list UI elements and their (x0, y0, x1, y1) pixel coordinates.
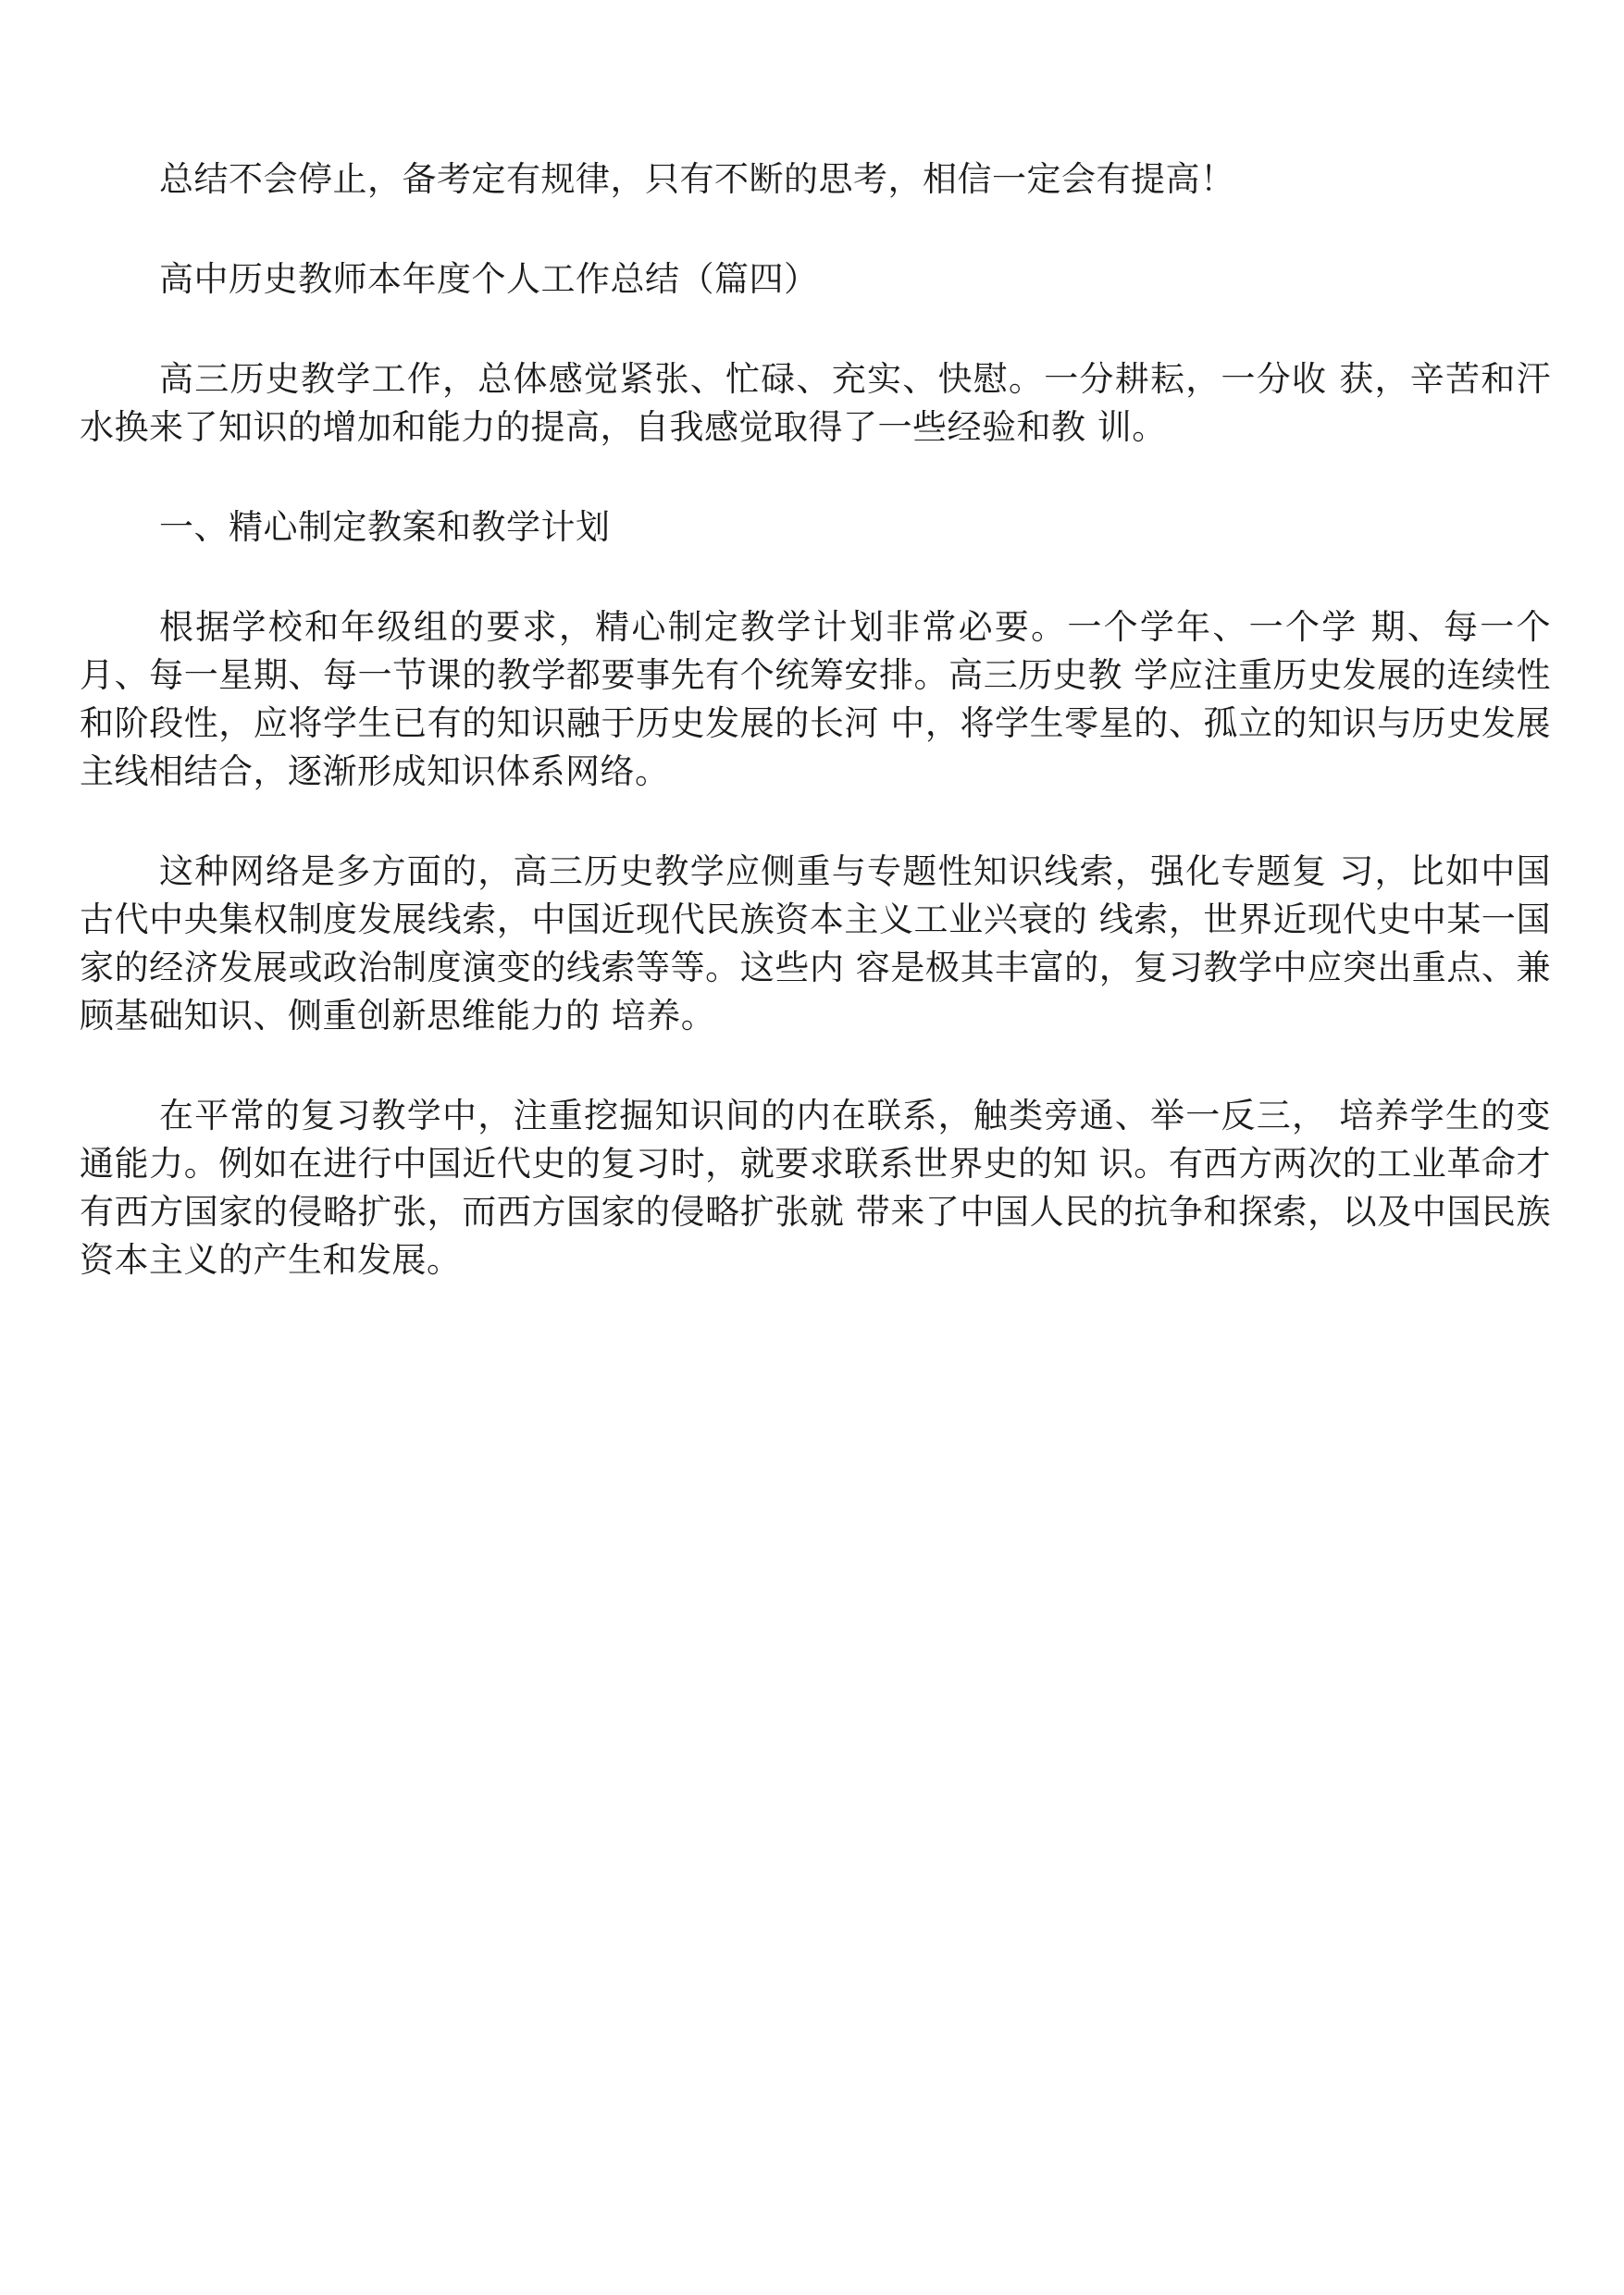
document-body (80, 155, 1551, 1284)
subheading-teaching-plan: 一、精心制定教案和教学计划 (159, 507, 611, 547)
paragraph-closing-remark: 总结不会停止，备考定有规律，只有不断的思考，相信一定会有提高！ (159, 159, 1235, 199)
paragraph-review-teaching: 在平常的复习教学中，注重挖掘知识间的内在联系，触类旁通、举一反三， 培养学生的变通能力。例如在进行中国近代史的复习时，就要求联系世界史的知 识。有西方两次的工业革命才有西方国家的侵略扩张，而西方国家的侵略扩张就 带来了中国人民的抗争和探索，以及中国民族资本主义的产生和发展。 (80, 1096, 1551, 1280)
paragraph-intro: 高三历史教学工作，总体感觉紧张、忙碌、充实、快慰。一分耕耘，一分收 获，辛苦和汗水换来了知识的增加和能力的提高，自我感觉取得了一些经验和教 训。 (80, 359, 1551, 447)
paragraph-network: 这种网络是多方面的，高三历史教学应侧重与专题性知识线索，强化专题复 习，比如中国古代中央集权制度发展线索，中国近现代民族资本主义工业兴衰的 线索，世界近现代史中某一国家的经济发展或政治制度演变的线索等等。这些内 容是极其丰富的，复习教学中应突出重点、兼顾基础知识、侧重创新思维能力的 培养。 (80, 851, 1551, 1036)
paragraph-plan-detail: 根据学校和年级组的要求，精心制定教学计划非常必要。一个学年、一个学 期、每一个月、每一星期、每一节课的教学都要事先有个统筹安排。高三历史教 学应注重历史发展的连续性和阶段性，应将学生已有的知识融于历史发展的长河 中，将学生零星的、孤立的知识与历史发展主线相结合，逐渐形成知识体系网络。 (80, 607, 1551, 791)
section-title: 高中历史教师本年度个人工作总结（篇四） (159, 259, 819, 299)
